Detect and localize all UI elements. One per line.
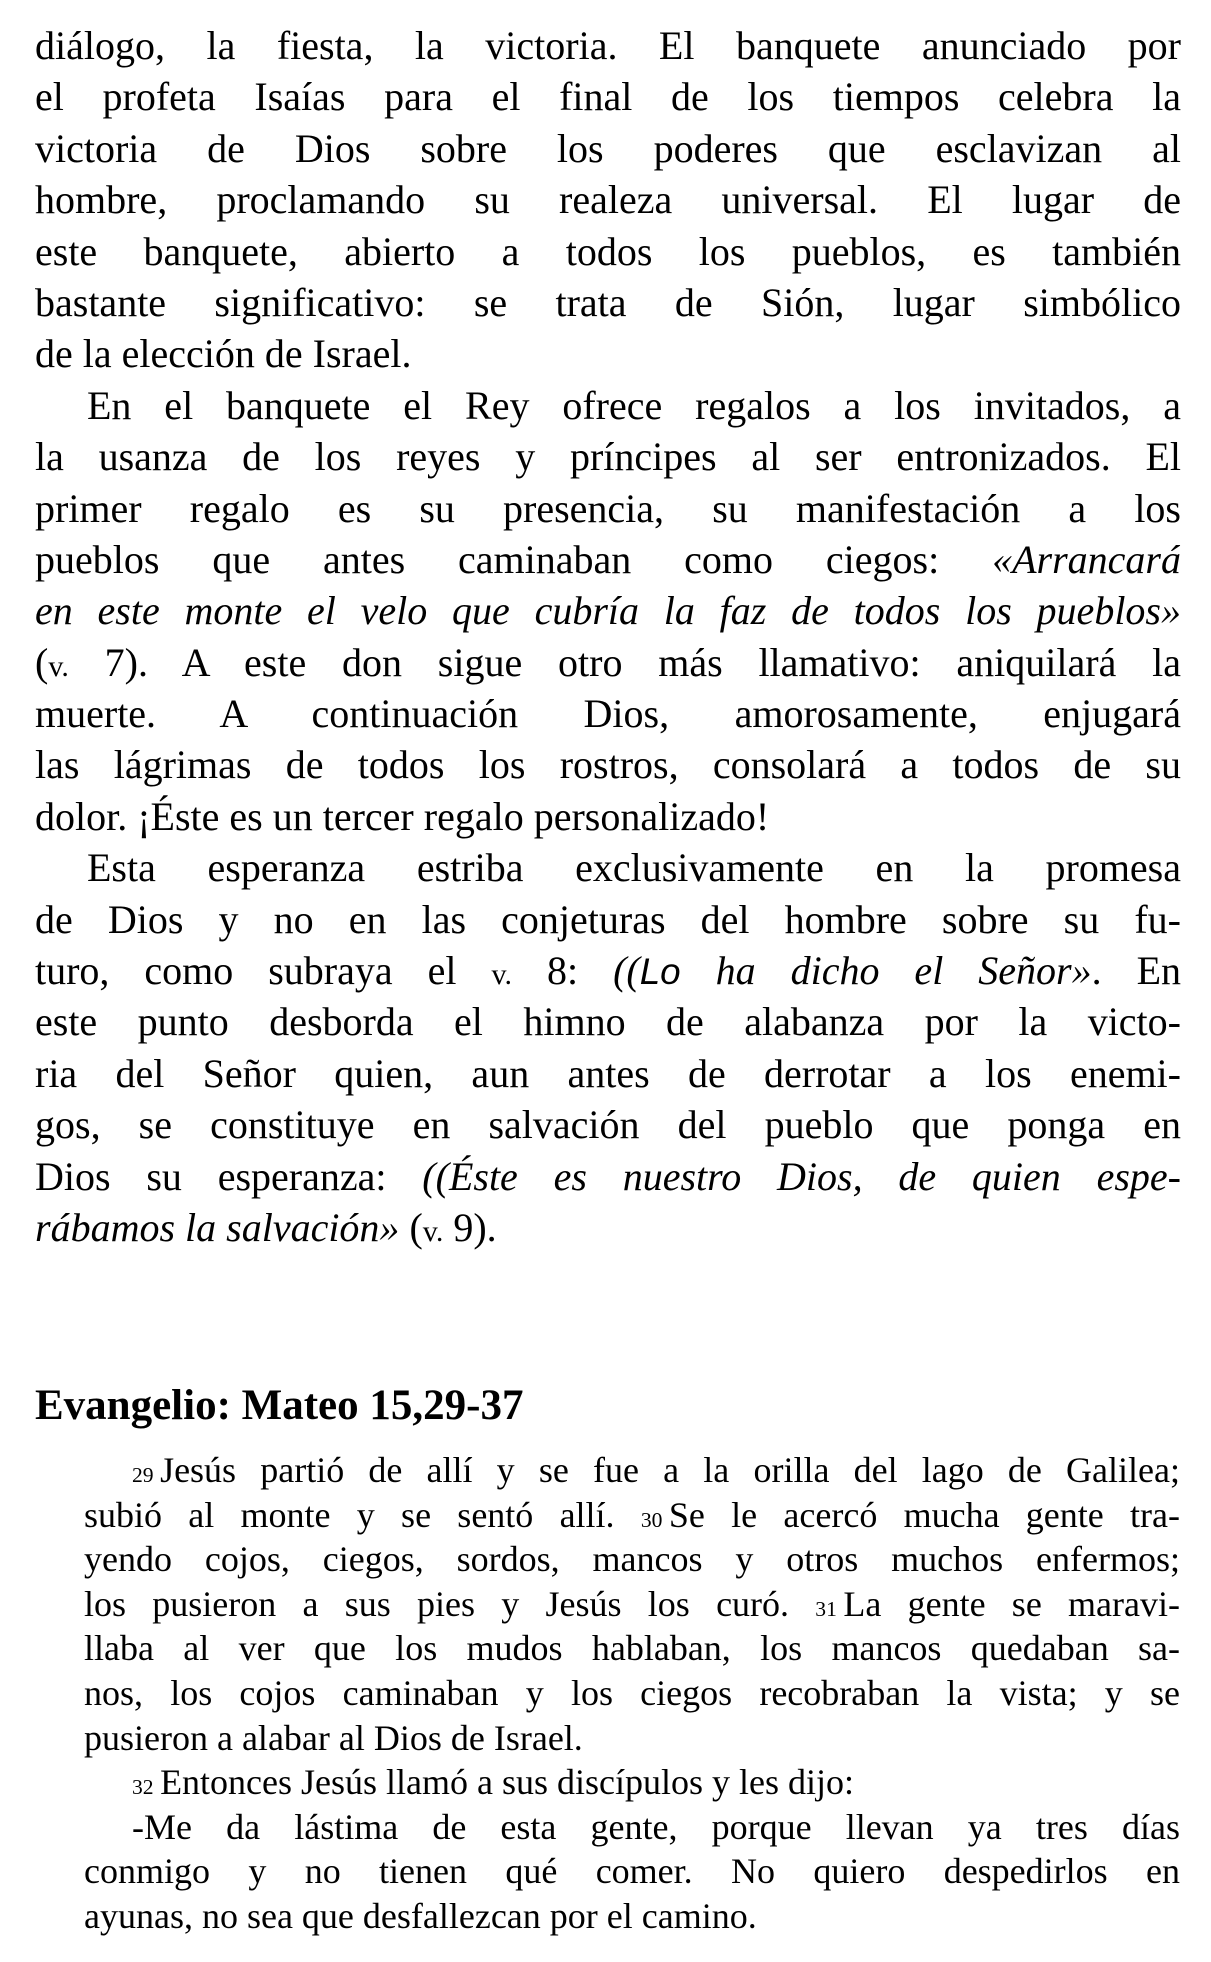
gospel-section: [84, 1448, 1180, 1939]
body-text: Jesús partió de allí y se fue a la orilla del lago de Galilea;: [160, 1450, 1180, 1490]
body-text: yendo cojos, ciegos, sordos, mancos y otros muchos enfermos;: [84, 1539, 1180, 1580]
body-text: de Dios y no en las conjeturas del hombre sobre su fu-: [35, 896, 1181, 942]
text-line: [35, 1151, 1181, 1202]
body-text: v.: [491, 958, 513, 992]
body-text: Dios su esperanza:: [35, 1153, 423, 1199]
body-text: ria del Señor quien, aun antes de derrotar a los enemi-: [35, 1050, 1181, 1096]
text-line: [35, 1202, 1181, 1253]
body-text: de la elección de Israel.: [35, 331, 412, 377]
body-text: (: [399, 1204, 423, 1250]
text-line: [84, 1805, 1180, 1850]
text-line: [35, 71, 1181, 122]
body-text: Se le acercó mucha gente tra-: [668, 1494, 1180, 1535]
text-line: [35, 894, 1181, 945]
text-line: [35, 688, 1181, 739]
body-text: 9).: [443, 1204, 497, 1250]
commentary-section: [35, 20, 1181, 1253]
body-text: nos, los cojos caminaban y los ciegos recobraban la vista; y se: [84, 1672, 1180, 1713]
text-line: [35, 791, 1181, 842]
quoted-text: ((Éste es nuestro Dios, de quien espe-: [422, 1153, 1181, 1199]
body-text: los pusieron a sus pies y Jesús los curó.: [84, 1583, 816, 1624]
body-text: (: [35, 639, 49, 685]
paragraph: [84, 1448, 1180, 1760]
text-line: [84, 1671, 1180, 1716]
body-text: gos, se constituye en salvación del pueblo que ponga en: [35, 1102, 1181, 1148]
text-line: [35, 328, 1181, 379]
quoted-text: ha dicho el Señor»: [680, 948, 1092, 994]
quoted-text: en este monte el velo que cubría la faz de todos los pueblos»: [35, 588, 1181, 634]
text-line: [35, 123, 1181, 174]
text-line: [84, 1537, 1180, 1582]
text-line: [35, 226, 1181, 277]
paragraph: [35, 20, 1181, 380]
text-line: [84, 1894, 1180, 1939]
body-text: este punto desborda el himno de alabanza por la victo-: [35, 999, 1181, 1045]
text-line: [35, 585, 1181, 636]
text-line: [35, 739, 1181, 790]
body-text: diálogo, la fiesta, la victoria. El banquete anunciado por: [35, 23, 1181, 68]
text-line: [84, 1582, 1180, 1627]
text-line: [35, 20, 1181, 71]
paragraph: [84, 1760, 1180, 1805]
verse-number: 32: [132, 1775, 154, 1800]
body-text: el profeta Isaías para el final de los tiempos celebra la: [35, 74, 1181, 120]
body-text: llaba al ver que los mudos hablaban, los mancos quedaban sa-: [84, 1628, 1180, 1669]
body-text: dolor. ¡Éste es un tercer regalo personalizado!: [35, 793, 770, 839]
gospel-heading: Evangelio: Mateo 15,29-37: [35, 1381, 524, 1429]
text-line: [84, 1849, 1180, 1894]
body-text: conmigo y no tienen qué comer. No quiero despedirlos en: [84, 1851, 1180, 1892]
text-line: [84, 1493, 1180, 1538]
body-text: v.: [48, 649, 69, 683]
body-text: En el banquete el Rey ofrece regalos a los invitados, a: [87, 382, 1181, 428]
body-text: -Me da lástima de esta gente, porque llevan ya tres días: [132, 1806, 1180, 1847]
body-text: turo, como subraya el: [35, 948, 492, 994]
text-line: [35, 380, 1181, 431]
text-line: [35, 996, 1181, 1047]
text-line: [35, 842, 1181, 893]
verse-number: 29: [132, 1463, 154, 1487]
body-text: 8:: [512, 948, 614, 994]
paragraph: [84, 1805, 1180, 1939]
body-text: 7). A este don sigue otro más llamativo: aniquilará la: [68, 639, 1181, 685]
paragraph: [35, 380, 1181, 843]
body-text: pusieron a alabar al Dios de Israel.: [84, 1717, 583, 1758]
text-line: [35, 277, 1181, 328]
text-line: [84, 1448, 1180, 1493]
body-text: bastante significativo: se trata de Sión, lugar simbólico: [35, 279, 1181, 325]
quoted-text: rábamos la salvación»: [35, 1204, 400, 1250]
text-line: [35, 1048, 1181, 1099]
text-line: [35, 174, 1181, 225]
body-text: ayunas, no sea que desfallezcan por el camino.: [84, 1895, 757, 1936]
body-text: hombre, proclamando su realeza universal. El lugar de: [35, 177, 1181, 223]
body-text: subió al monte y se sentó allí.: [84, 1494, 641, 1535]
text-line: [35, 431, 1181, 482]
verse-number: 31: [815, 1596, 837, 1621]
text-line: [35, 483, 1181, 534]
text-line: [84, 1716, 1180, 1761]
body-text: este banquete, abierto a todos los pueblos, es también: [35, 228, 1181, 274]
body-text: La gente se maravi-: [843, 1583, 1180, 1624]
text-line: [35, 637, 1181, 688]
verse-number: 30: [640, 1507, 663, 1532]
body-text: la usanza de los reyes y príncipes al ser entronizados. El: [35, 434, 1181, 480]
text-line: [84, 1760, 1180, 1805]
body-text: primer regalo es su presencia, su manifestación a los: [35, 485, 1181, 531]
quoted-text: Lo: [639, 951, 681, 993]
text-line: [35, 534, 1181, 585]
quoted-text: «Arrancará: [992, 536, 1181, 582]
body-text: . En: [1091, 948, 1181, 994]
body-text: pueblos que antes caminaban como ciegos:: [35, 536, 993, 582]
body-text: v.: [422, 1214, 444, 1248]
quoted-text: ((: [613, 948, 640, 994]
body-text: las lágrimas de todos los rostros, consolará a todos de su: [35, 742, 1181, 788]
text-line: [35, 1099, 1181, 1150]
text-line: [84, 1626, 1180, 1671]
body-text: muerte. A continuación Dios, amorosamente, enjugará: [35, 691, 1181, 737]
text-line: [35, 945, 1181, 996]
body-text: victoria de Dios sobre los poderes que esclavizan al: [35, 125, 1181, 171]
body-text: Entonces Jesús llamó a sus discípulos y les dijo:: [160, 1762, 855, 1803]
body-text: Esta esperanza estriba exclusivamente en la promesa: [87, 845, 1181, 891]
paragraph: [35, 842, 1181, 1253]
